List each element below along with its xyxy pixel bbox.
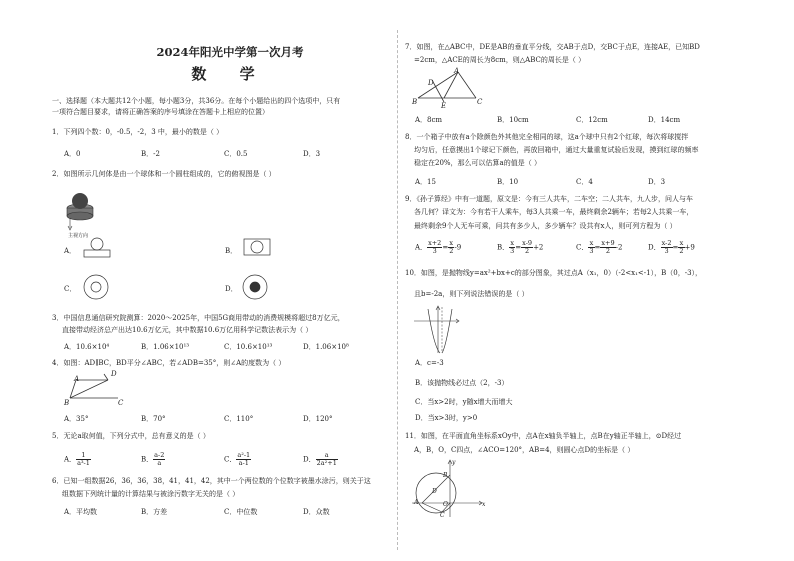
q11-label-c: C xyxy=(440,512,445,519)
q10-parabola-figure xyxy=(412,303,462,355)
exam-subject: 数 学 xyxy=(191,65,269,83)
q3-option-c: C．10.6×10¹³ xyxy=(224,343,273,351)
q9-option-c: C． $\frac{x}{3}$ = $\frac{x+9}{2}$ -2 xyxy=(576,239,623,255)
q9-option-a: A． $\frac{x+2}{3}$ = $\frac{x}{2}$ -9 xyxy=(415,239,462,255)
q11-label-d: D xyxy=(432,488,437,495)
q11-label-a: A xyxy=(414,499,419,506)
question-4: 4．如图：AD∥BC，BD平分∠ABC，若∠ADB=35°，则∠A的度数为（ ） xyxy=(52,359,286,367)
q7-option-a: A．8cm xyxy=(415,116,443,124)
question-7-line1: 7．如图，在△ABC中，DE是AB的垂直平分线，交AB于点D，交BC于点E，连接AE，已知BD xyxy=(405,43,700,51)
q1-option-c: C．0.5 xyxy=(224,150,248,158)
q6-option-a: A．平均数 xyxy=(64,508,98,516)
q1-option-b: B．-2 xyxy=(141,150,160,158)
q1-option-d: D．3 xyxy=(303,150,321,158)
q2-option-a-figure xyxy=(80,236,114,258)
q4-label-c: C xyxy=(118,399,124,407)
q11-circle-figure xyxy=(410,457,490,521)
question-3-line1: 3．中国信息通信研究院测算：2020～2025年，中国5G商用带动的消费规模将超过8万亿元， xyxy=(52,314,345,322)
section-intro-line2: 一项符合题目要求，请将正确答案的序号填涂在答题卡上相应的位置） xyxy=(52,108,269,116)
question-8-line2: 均匀后，任意摸出1个球记下颜色，再放回箱中，通过大量重复试验后发现，摸到红球的频率 xyxy=(414,146,699,154)
question-8-line1: 8．一个箱子中放有a个除颜色外其他完全相同的球，这a个球中只有2个红球，每次将球搅拌 xyxy=(405,133,689,141)
q2-option-b: B． xyxy=(225,247,238,255)
q11-label-b: B xyxy=(443,472,448,479)
question-11-line1: 11．如图，在平面直角坐标系xOy中，点A在x轴负半轴上，点B在y轴正半轴上，⊙D经过 xyxy=(405,432,682,440)
question-7-line2: =2cm，△ACE的周长为8cm，则△ABC的周长是（ ） xyxy=(414,56,586,64)
section-intro-line1: 一、选择题（本大题共12个小题，每小题3分，共36分。在每个小题给出的四个选项中，只有 xyxy=(52,97,341,105)
question-3-line2: 直接带动经济总产出达10.6万亿元，其中数据10.6万亿用科学记数法表示为（ ） xyxy=(62,326,313,334)
q6-option-c: C．中位数 xyxy=(224,508,258,516)
q2-option-c: C． xyxy=(64,285,77,293)
question-6-line2: 组数据下列统计量的计算结果与被涂污数字无关的是（ ） xyxy=(62,490,240,498)
q4-label-d: D xyxy=(111,370,117,378)
q7-label-e: E xyxy=(441,102,447,110)
q8-option-a: A．15 xyxy=(415,178,436,186)
question-9-line1: 9．《孙子算经》中有一道题，原文是：今有三人共车，二车空；二人共车，九人步，问人与车 xyxy=(405,195,693,203)
q9-option-b: B． $\frac{x}{3}$ = $\frac{x-9}{2}$ +2 xyxy=(497,239,544,255)
q8-option-c: C．4 xyxy=(576,178,593,186)
q7-label-d: D xyxy=(428,79,434,87)
q7-label-b: B xyxy=(412,98,418,106)
q7-option-d: D．14cm xyxy=(648,116,681,124)
q7-label-a: A xyxy=(454,67,460,75)
q1-option-a: A．0 xyxy=(64,150,81,158)
question-10-line2: 且b=-2a，则下列说法错误的是（ ） xyxy=(414,290,529,298)
q10-option-c: C．当x>2时，y随x增大而增大 xyxy=(415,398,513,406)
q4-option-d: D．120° xyxy=(303,415,333,423)
q7-option-b: B．10cm xyxy=(497,116,529,124)
q3-option-a: A．10.6×10⁴ xyxy=(64,343,110,351)
q2-solid-figure xyxy=(62,182,112,232)
q11-label-x: x xyxy=(482,501,486,508)
question-9-line2: 各几何？译文为：今有若干人乘车，每3人共乘一车，最终剩余2辆车；若每2人共乘一车， xyxy=(414,208,694,216)
question-8-line3: 稳定在20%，那么可以估算a的值是（ ） xyxy=(414,159,541,167)
q5-option-a: A． $\frac{1}{\text{a³-1}}$ xyxy=(64,451,90,467)
question-6-line1: 6．已知一组数据26，36，36，38，41，41，42，其中一个两位数的个位数字被墨水涂污，则关于这 xyxy=(52,477,371,485)
q6-option-d: D．众数 xyxy=(303,508,330,516)
q9-option-d: D． $\frac{x-2}{3}$ = $\frac{x}{2}$ +9 xyxy=(648,239,695,255)
q10-option-a: A．c=-3 xyxy=(415,359,444,367)
question-1: 1．下列四个数：0，-0.5，-2，3 中，最小的数是（ ） xyxy=(52,128,224,136)
q2-option-d: D． xyxy=(225,285,238,293)
question-10-line1: 10．如图，是抛物线y=ax²+bx+c的部分图象，其过点A（x₁，0）（-2<x₁<-1），B（0，-3）， xyxy=(405,269,703,277)
q2-option-b-figure xyxy=(240,236,274,258)
q8-option-b: B．10 xyxy=(497,178,519,186)
q5-option-b: B． $\frac{a-2}{a}$ xyxy=(141,451,165,467)
question-2: 2．如图所示几何体是由一个球体和一个圆柱组成的，它的俯视图是（ ） xyxy=(52,170,276,178)
q3-option-d: D．1.06×10⁸ xyxy=(303,343,349,351)
q5-option-c: C． $\frac{\text{a²-1}}{a-1}$ xyxy=(224,451,251,467)
column-divider xyxy=(397,30,398,550)
q2-option-c-figure xyxy=(82,272,112,302)
q5-option-d: D． $\frac{a}{\text{2a²+1}}$ xyxy=(303,451,337,467)
q6-option-b: B．方差 xyxy=(141,508,168,516)
q7-option-c: C．12cm xyxy=(576,116,608,124)
question-5: 5．无论a取何值，下列分式中，总有意义的是（ ） xyxy=(52,432,210,440)
question-9-line3: 最终剩余9个人无车可乘，问共有多少人，多少辆车？设共有x人，则可列方程为（ ） xyxy=(414,222,677,230)
q4-option-b: B．70° xyxy=(141,415,166,423)
q4-option-a: A．35° xyxy=(64,415,89,423)
q2-view-direction-label: 主视方向 xyxy=(68,233,89,239)
q11-label-y: y xyxy=(452,459,456,466)
q4-label-b: B xyxy=(64,399,70,407)
exam-title: 2024年阳光中学第一次月考 xyxy=(156,45,304,59)
q10-option-d: D．当x>3时，y>0 xyxy=(415,414,478,422)
q3-option-b: B．1.06×10¹³ xyxy=(141,343,190,351)
q11-label-o: O xyxy=(443,501,448,508)
q8-option-d: D．3 xyxy=(648,178,666,186)
q2-option-a: A． xyxy=(64,247,77,255)
q2-option-d-figure xyxy=(241,272,271,302)
question-11-line2: A，B，O，C四点，∠ACO=120°，AB=4，则圆心点D的坐标是（ ） xyxy=(414,446,635,454)
q10-option-b: B．该抛物线必过点（2，-3） xyxy=(415,379,509,387)
q4-label-a: A xyxy=(74,375,80,383)
q7-label-c: C xyxy=(477,98,483,106)
q4-option-c: C．110° xyxy=(224,415,254,423)
